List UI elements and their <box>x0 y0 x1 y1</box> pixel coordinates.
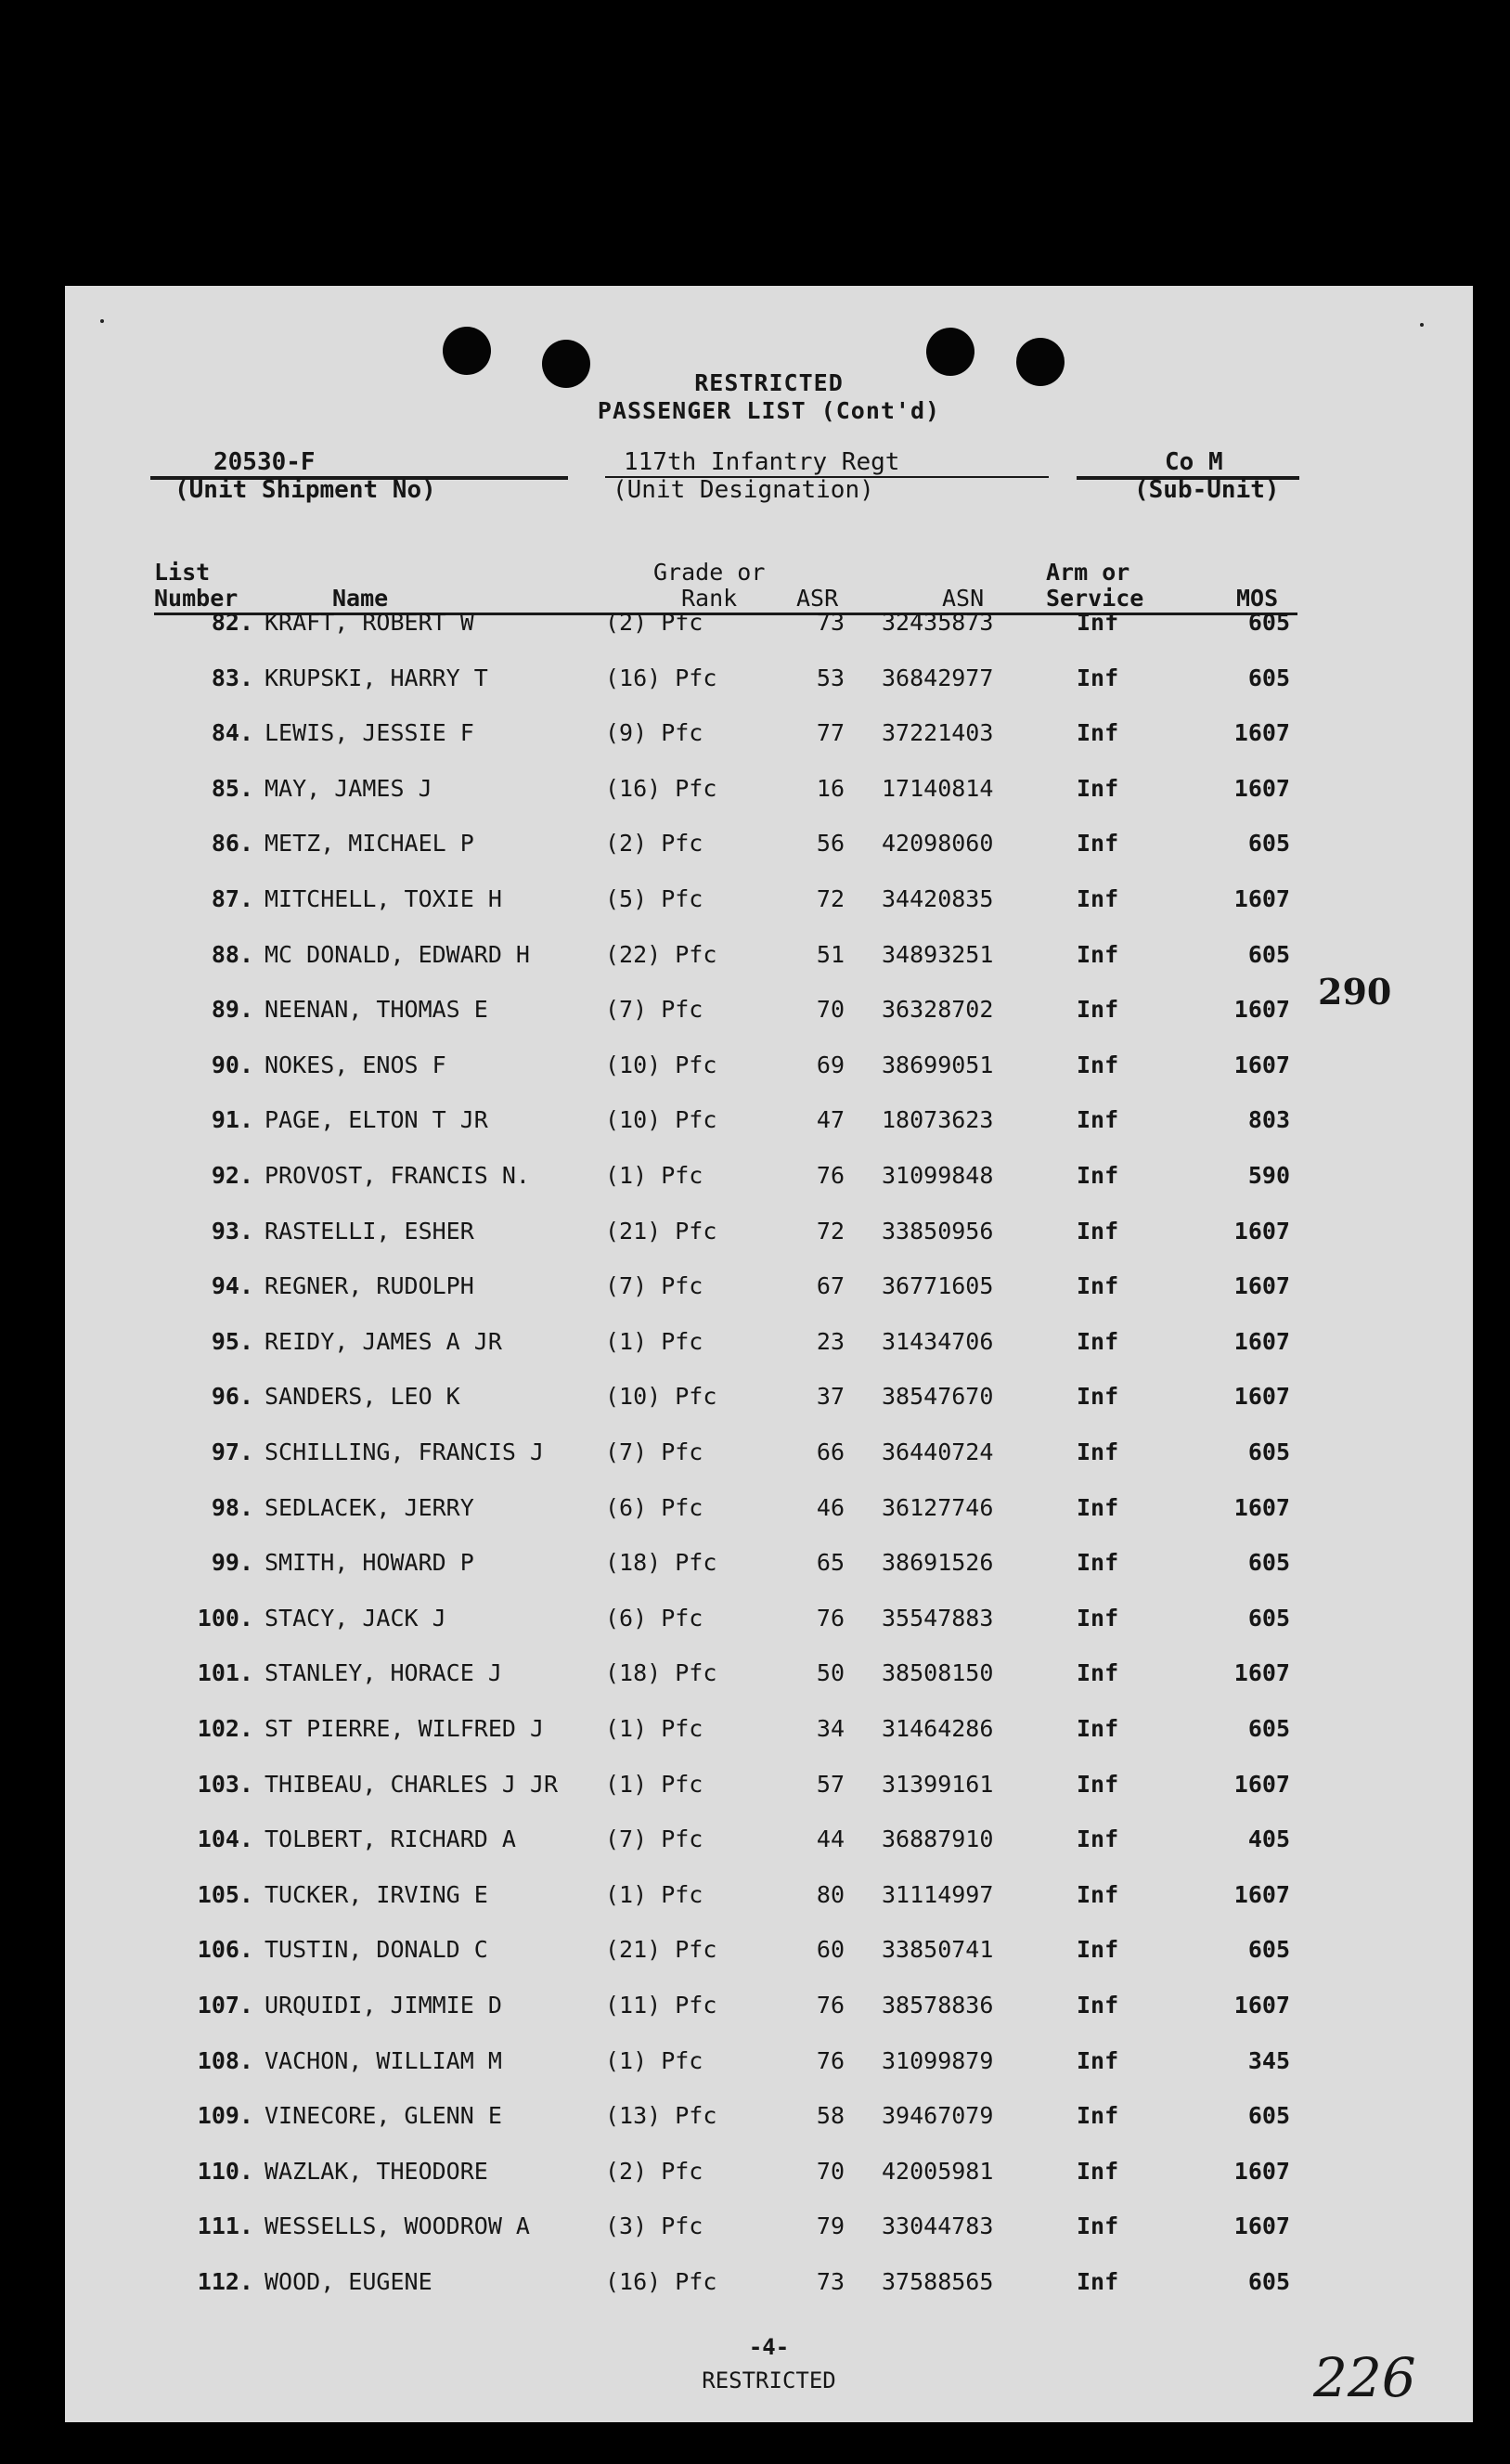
asn: 17140814 <box>882 774 994 802</box>
list-number: 100. <box>197 1604 253 1632</box>
table-row <box>65 1162 1473 1217</box>
mos: 605 <box>1247 2102 1290 2130</box>
arm-service: Inf <box>1077 1936 1119 1964</box>
asr: 47 <box>816 1106 845 1134</box>
passenger-name: LEWIS, JESSIE F <box>265 719 474 747</box>
table-row <box>65 1825 1473 1880</box>
asn: 35547883 <box>882 1604 994 1632</box>
asr: 56 <box>816 830 845 858</box>
passenger-name: MC DONALD, EDWARD H <box>265 940 530 968</box>
passenger-name: TOLBERT, RICHARD A <box>265 1825 516 1853</box>
table-row <box>65 609 1473 664</box>
asn: 36842977 <box>882 664 994 691</box>
mos: 605 <box>1247 1936 1290 1964</box>
grade: (1) Pfc <box>605 1327 703 1355</box>
asn: 38691526 <box>882 1549 994 1577</box>
mos: 605 <box>1247 1438 1290 1465</box>
grade: (10) Pfc <box>605 1383 717 1411</box>
list-number: 89. <box>211 996 253 1024</box>
asr: 16 <box>816 774 845 802</box>
mos: 405 <box>1247 1825 1290 1853</box>
arm-service: Inf <box>1077 1162 1119 1189</box>
list-number: 98. <box>211 1493 253 1521</box>
mos: 1607 <box>1233 1880 1290 1908</box>
list-number: 112. <box>197 2268 253 2295</box>
passenger-name: TUSTIN, DONALD C <box>265 1936 488 1964</box>
table-row <box>65 1659 1473 1714</box>
asn: 18073623 <box>882 1106 994 1134</box>
arm-service: Inf <box>1077 1604 1119 1632</box>
col-name: Name <box>332 585 389 612</box>
asn: 42098060 <box>882 830 994 858</box>
table-row <box>65 2268 1473 2323</box>
asn: 38578836 <box>882 1992 994 2019</box>
table-row <box>65 1438 1473 1493</box>
mos: 590 <box>1247 1162 1290 1189</box>
grade: (7) Pfc <box>605 996 703 1024</box>
asr: 77 <box>816 719 845 747</box>
asr: 76 <box>816 1604 845 1632</box>
arm-service: Inf <box>1077 2157 1119 2185</box>
passenger-name: REGNER, RUDOLPH <box>265 1272 474 1300</box>
table-row <box>65 1605 1473 1659</box>
arm-service: Inf <box>1077 885 1119 912</box>
arm-service: Inf <box>1077 774 1119 802</box>
asr: 46 <box>816 1493 845 1521</box>
asr: 58 <box>816 2102 845 2130</box>
unit-shipment-no: 20530-F <box>213 448 316 476</box>
passenger-name: ST PIERRE, WILFRED J <box>265 1715 545 1742</box>
grade: (7) Pfc <box>605 1272 703 1300</box>
asn: 36440724 <box>882 1438 994 1465</box>
asn: 36771605 <box>882 1272 994 1300</box>
grade: (10) Pfc <box>605 1051 717 1078</box>
handwritten-number: 226 <box>1313 2346 1416 2409</box>
table-row <box>65 1051 1473 1106</box>
arm-service: Inf <box>1077 1383 1119 1411</box>
table-row <box>65 1715 1473 1770</box>
table-row <box>65 2212 1473 2267</box>
passenger-name: MITCHELL, TOXIE H <box>265 885 502 912</box>
grade: (16) Pfc <box>605 664 717 691</box>
asn: 31399161 <box>882 1770 994 1798</box>
mos: 605 <box>1247 830 1290 858</box>
arm-service: Inf <box>1077 1880 1119 1908</box>
table-row <box>65 830 1473 884</box>
mos: 1607 <box>1233 719 1290 747</box>
asn: 38508150 <box>882 1659 994 1687</box>
table-row <box>65 1992 1473 2046</box>
list-number: 104. <box>197 1825 253 1853</box>
asn: 36328702 <box>882 996 994 1024</box>
asn: 37588565 <box>882 2268 994 2295</box>
table-row <box>65 1881 1473 1936</box>
asr: 66 <box>816 1438 845 1465</box>
list-number: 93. <box>211 1217 253 1245</box>
list-number: 95. <box>211 1327 253 1355</box>
asr: 60 <box>816 1936 845 1964</box>
arm-service: Inf <box>1077 1659 1119 1687</box>
list-number: 85. <box>211 774 253 802</box>
asr: 57 <box>816 1770 845 1798</box>
unit-designation-label: (Unit Designation) <box>613 476 874 504</box>
list-number: 101. <box>197 1659 253 1687</box>
asn: 39467079 <box>882 2102 994 2130</box>
list-number: 86. <box>211 830 253 858</box>
col-asr: ASR <box>796 585 839 612</box>
asr: 50 <box>816 1659 845 1687</box>
arm-service: Inf <box>1077 2268 1119 2295</box>
grade: (7) Pfc <box>605 1438 703 1465</box>
mos: 1607 <box>1233 774 1290 802</box>
list-number: 83. <box>211 664 253 691</box>
grade: (2) Pfc <box>605 830 703 858</box>
list-number: 102. <box>197 1715 253 1742</box>
list-number: 110. <box>197 2157 253 2185</box>
col-list-number-1: List <box>154 559 211 586</box>
document-page <box>65 286 1473 2422</box>
arm-service: Inf <box>1077 830 1119 858</box>
passenger-name: SEDLACEK, JERRY <box>265 1493 474 1521</box>
asr: 70 <box>816 996 845 1024</box>
asn: 34420835 <box>882 885 994 912</box>
col-asn: ASN <box>942 585 985 612</box>
arm-service: Inf <box>1077 1106 1119 1134</box>
page-number: -4- <box>748 2334 790 2360</box>
table-row <box>65 996 1473 1051</box>
col-grade-1: Grade or <box>653 559 766 586</box>
mos: 803 <box>1247 1106 1290 1134</box>
asr: 70 <box>816 2157 845 2185</box>
grade: (18) Pfc <box>605 1659 717 1687</box>
passenger-name: TUCKER, IRVING E <box>265 1880 488 1908</box>
asr: 80 <box>816 1880 845 1908</box>
mos: 1607 <box>1233 1493 1290 1521</box>
arm-service: Inf <box>1077 2102 1119 2130</box>
mos: 605 <box>1247 1604 1290 1632</box>
passenger-name: WOOD, EUGENE <box>265 2268 432 2295</box>
passenger-name: PROVOST, FRANCIS N. <box>265 1162 530 1189</box>
arm-service: Inf <box>1077 940 1119 968</box>
asr: 51 <box>816 940 845 968</box>
list-number: 108. <box>197 2046 253 2074</box>
table-row <box>65 2158 1473 2212</box>
mos: 605 <box>1247 940 1290 968</box>
asn: 38547670 <box>882 1383 994 1411</box>
unit-designation: 117th Infantry Regt <box>624 448 900 476</box>
arm-service: Inf <box>1077 996 1119 1024</box>
punch-hole <box>443 327 491 375</box>
mos: 605 <box>1247 609 1290 636</box>
arm-service: Inf <box>1077 1770 1119 1798</box>
table-row <box>65 941 1473 996</box>
grade: (21) Pfc <box>605 1217 717 1245</box>
grade: (16) Pfc <box>605 774 717 802</box>
list-number: 87. <box>211 885 253 912</box>
unit-shipment-label: (Unit Shipment No) <box>174 476 436 504</box>
grade: (10) Pfc <box>605 1106 717 1134</box>
grade: (2) Pfc <box>605 2157 703 2185</box>
asn: 36887910 <box>882 1825 994 1853</box>
grade: (1) Pfc <box>605 1880 703 1908</box>
list-number: 111. <box>197 2212 253 2240</box>
table-row <box>65 775 1473 830</box>
list-number: 105. <box>197 1880 253 1908</box>
list-number: 94. <box>211 1272 253 1300</box>
grade: (3) Pfc <box>605 2212 703 2240</box>
classification-bottom: RESTRICTED <box>702 2367 836 2393</box>
grade: (5) Pfc <box>605 885 703 912</box>
mos: 345 <box>1247 2046 1290 2074</box>
list-number: 107. <box>197 1992 253 2019</box>
asr: 37 <box>816 1383 845 1411</box>
table-row <box>65 1383 1473 1438</box>
mos: 1607 <box>1233 996 1290 1024</box>
passenger-name: KRAFT, ROBERT W <box>265 609 474 636</box>
col-mos: MOS <box>1236 585 1279 612</box>
asn: 42005981 <box>882 2157 994 2185</box>
asn: 32435873 <box>882 609 994 636</box>
mos: 1607 <box>1233 1217 1290 1245</box>
list-number: 109. <box>197 2102 253 2130</box>
passenger-name: WESSELLS, WOODROW A <box>265 2212 530 2240</box>
grade: (6) Pfc <box>605 1604 703 1632</box>
arm-service: Inf <box>1077 2212 1119 2240</box>
asn: 31099879 <box>882 2046 994 2074</box>
passenger-name: REIDY, JAMES A JR <box>265 1327 502 1355</box>
list-number: 92. <box>211 1162 253 1189</box>
list-number: 88. <box>211 940 253 968</box>
mos: 1607 <box>1233 2157 1290 2185</box>
asn: 33850956 <box>882 1217 994 1245</box>
list-number: 90. <box>211 1051 253 1078</box>
passenger-name: NOKES, ENOS F <box>265 1051 446 1078</box>
table-row <box>65 1549 1473 1604</box>
grade: (7) Pfc <box>605 1825 703 1853</box>
arm-service: Inf <box>1077 1825 1119 1853</box>
passenger-name: SMITH, HOWARD P <box>265 1549 474 1577</box>
asn: 31114997 <box>882 1880 994 1908</box>
list-number: 96. <box>211 1383 253 1411</box>
mos: 1607 <box>1233 2212 1290 2240</box>
asn: 31099848 <box>882 1162 994 1189</box>
arm-service: Inf <box>1077 609 1119 636</box>
asn: 33044783 <box>882 2212 994 2240</box>
document-title: PASSENGER LIST (Cont'd) <box>597 397 941 424</box>
asr: 67 <box>816 1272 845 1300</box>
mos: 605 <box>1247 664 1290 691</box>
grade: (22) Pfc <box>605 940 717 968</box>
list-number: 106. <box>197 1936 253 1964</box>
asr: 73 <box>816 609 845 636</box>
asr: 23 <box>816 1327 845 1355</box>
mos: 1607 <box>1233 1272 1290 1300</box>
grade: (11) Pfc <box>605 1992 717 2019</box>
asr: 73 <box>816 2268 845 2295</box>
asn: 34893251 <box>882 940 994 968</box>
col-grade-2: Rank <box>681 585 738 612</box>
table-row <box>65 2047 1473 2102</box>
passenger-name: NEENAN, THOMAS E <box>265 996 488 1024</box>
passenger-name: PAGE, ELTON T JR <box>265 1106 488 1134</box>
table-row <box>65 664 1473 719</box>
passenger-name: MAY, JAMES J <box>265 774 432 802</box>
mos: 1607 <box>1233 1659 1290 1687</box>
asn: 37221403 <box>882 719 994 747</box>
arm-service: Inf <box>1077 1493 1119 1521</box>
sub-unit-label: (Sub-Unit) <box>1134 476 1280 504</box>
grade: (18) Pfc <box>605 1549 717 1577</box>
passenger-name: SANDERS, LEO K <box>265 1383 460 1411</box>
table-row <box>65 1771 1473 1825</box>
mos: 605 <box>1247 1549 1290 1577</box>
table-row <box>65 885 1473 940</box>
grade: (1) Pfc <box>605 1162 703 1189</box>
arm-service: Inf <box>1077 2046 1119 2074</box>
classification-top: RESTRICTED <box>694 369 844 396</box>
passenger-name: STACY, JACK J <box>265 1604 446 1632</box>
asr: 72 <box>816 885 845 912</box>
passenger-name: VACHON, WILLIAM M <box>265 2046 502 2074</box>
arm-service: Inf <box>1077 1327 1119 1355</box>
sub-unit: Co M <box>1165 448 1223 476</box>
asr: 34 <box>816 1715 845 1742</box>
passenger-name: VINECORE, GLENN E <box>265 2102 502 2130</box>
asn: 36127746 <box>882 1493 994 1521</box>
asn: 31434706 <box>882 1327 994 1355</box>
arm-service: Inf <box>1077 1549 1119 1577</box>
mos: 1607 <box>1233 1383 1290 1411</box>
arm-service: Inf <box>1077 719 1119 747</box>
list-number: 99. <box>211 1549 253 1577</box>
passenger-name: RASTELLI, ESHER <box>265 1217 474 1245</box>
asr: 76 <box>816 1162 845 1189</box>
table-row <box>65 1106 1473 1161</box>
asr: 76 <box>816 2046 845 2074</box>
asr: 79 <box>816 2212 845 2240</box>
passenger-name: SCHILLING, FRANCIS J <box>265 1438 545 1465</box>
asn: 33850741 <box>882 1936 994 1964</box>
grade: (1) Pfc <box>605 1770 703 1798</box>
arm-service: Inf <box>1077 1272 1119 1300</box>
passenger-name: THIBEAU, CHARLES J JR <box>265 1770 559 1798</box>
arm-service: Inf <box>1077 1438 1119 1465</box>
table-row <box>65 1272 1473 1327</box>
grade: (9) Pfc <box>605 719 703 747</box>
mos: 1607 <box>1233 1051 1290 1078</box>
table-row <box>65 2102 1473 2157</box>
mos: 605 <box>1247 2268 1290 2295</box>
arm-service: Inf <box>1077 1992 1119 2019</box>
asn: 38699051 <box>882 1051 994 1078</box>
grade: (1) Pfc <box>605 2046 703 2074</box>
arm-service: Inf <box>1077 664 1119 691</box>
grade: (13) Pfc <box>605 2102 717 2130</box>
table-row <box>65 719 1473 774</box>
asr: 72 <box>816 1217 845 1245</box>
list-number: 103. <box>197 1770 253 1798</box>
asn: 31464286 <box>882 1715 994 1742</box>
asr: 69 <box>816 1051 845 1078</box>
passenger-name: STANLEY, HORACE J <box>265 1659 502 1687</box>
list-number: 97. <box>211 1438 253 1465</box>
passenger-name: URQUIDI, JIMMIE D <box>265 1992 502 2019</box>
mos: 1607 <box>1233 1770 1290 1798</box>
asr: 65 <box>816 1549 845 1577</box>
mos: 1607 <box>1233 1327 1290 1355</box>
grade: (16) Pfc <box>605 2268 717 2295</box>
arm-service: Inf <box>1077 1051 1119 1078</box>
mos: 605 <box>1247 1715 1290 1742</box>
grade: (1) Pfc <box>605 1715 703 1742</box>
table-row <box>65 1328 1473 1383</box>
list-number: 91. <box>211 1106 253 1134</box>
passenger-name: METZ, MICHAEL P <box>265 830 474 858</box>
table-row <box>65 1218 1473 1272</box>
grade: (2) Pfc <box>605 609 703 636</box>
speck <box>1420 323 1424 327</box>
passenger-name: KRUPSKI, HARRY T <box>265 664 488 691</box>
col-list-number-2: Number <box>154 585 239 612</box>
grade: (21) Pfc <box>605 1936 717 1964</box>
asr: 76 <box>816 1992 845 2019</box>
table-row <box>65 1494 1473 1549</box>
mos: 1607 <box>1233 885 1290 912</box>
asr: 44 <box>816 1825 845 1853</box>
passenger-name: WAZLAK, THEODORE <box>265 2157 488 2185</box>
list-number: 84. <box>211 719 253 747</box>
grade: (6) Pfc <box>605 1493 703 1521</box>
speck <box>100 319 104 323</box>
margin-annotation: 290 <box>1318 971 1392 1013</box>
col-arm-2: Service <box>1046 585 1144 612</box>
asr: 53 <box>816 664 845 691</box>
table-row <box>65 1936 1473 1991</box>
mos: 1607 <box>1233 1992 1290 2019</box>
arm-service: Inf <box>1077 1217 1119 1245</box>
list-number: 82. <box>211 609 253 636</box>
arm-service: Inf <box>1077 1715 1119 1742</box>
col-arm-1: Arm or <box>1046 559 1130 586</box>
